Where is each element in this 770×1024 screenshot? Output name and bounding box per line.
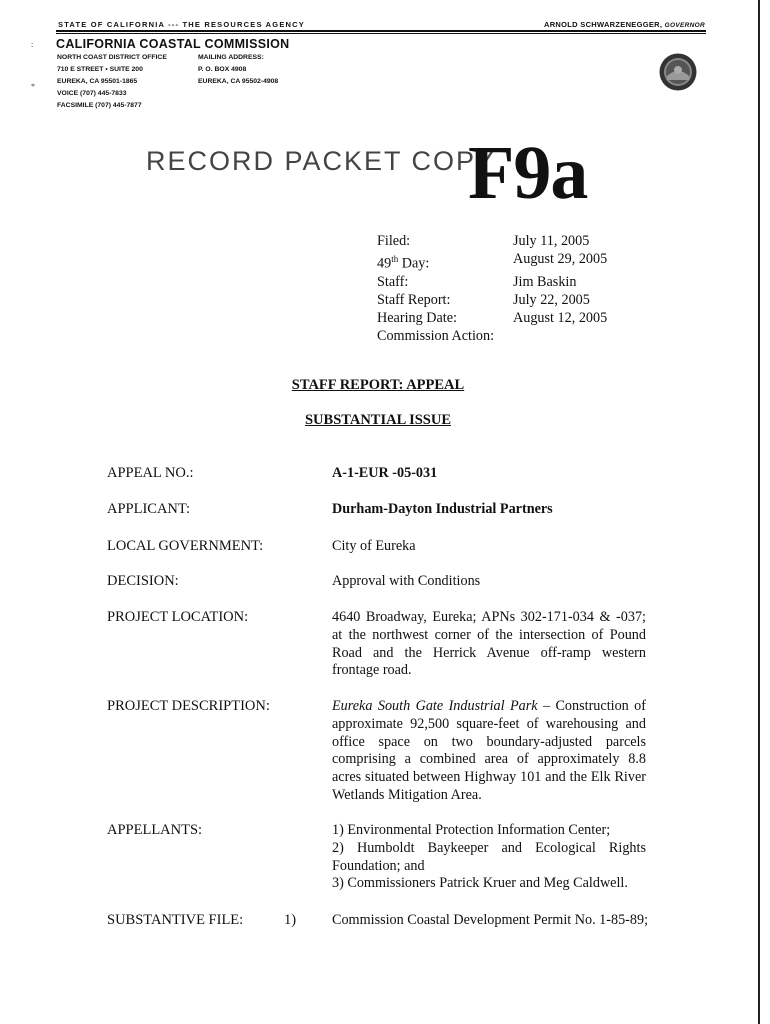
filing-row bbox=[377, 309, 607, 327]
decision-label: DECISION: bbox=[107, 573, 179, 589]
filing-label: Commission Action: bbox=[377, 327, 495, 344]
filing-label-sup: th bbox=[391, 254, 399, 264]
project-description-text: – Construction of approximate 92,500 square-feet of warehousing and office space on two boundary-adjusted parcels comprising a combined area of approximately 8.8 acres situated between Highway 101 and the Elk River Wetlands Mitigation Area. bbox=[332, 698, 646, 803]
mailing-address bbox=[198, 52, 278, 88]
agenda-item-number: F9a bbox=[468, 131, 588, 215]
project-name: Eureka South Gate Industrial Park bbox=[332, 698, 538, 714]
mailing-line: MAILING ADDRESS: bbox=[198, 54, 264, 61]
governor-line bbox=[544, 20, 705, 29]
appellants-label: APPELLANTS: bbox=[107, 822, 203, 838]
appellant-item: 1) Environmental Protection Information Center; bbox=[332, 822, 611, 838]
filing-block bbox=[377, 232, 607, 345]
header-rule bbox=[56, 30, 706, 32]
filing-value: August 12, 2005 bbox=[513, 309, 608, 326]
appellant-item: 3) Commissioners Patrick Kruer and Meg Caldwell. bbox=[332, 875, 628, 892]
office-address bbox=[57, 52, 167, 112]
governor-name: ARNOLD SCHWARZENEGGER, bbox=[544, 20, 663, 29]
filing-label: Staff Report: bbox=[377, 291, 451, 308]
decision-value: Approval with Conditions bbox=[332, 573, 481, 589]
project-location-label: PROJECT LOCATION: bbox=[107, 609, 249, 625]
office-line: EUREKA, CA 95501-1865 bbox=[57, 78, 138, 85]
mailing-line: P. O. BOX 4908 bbox=[198, 66, 247, 73]
local-government-value: City of Eureka bbox=[332, 538, 416, 554]
appeal-no-label: APPEAL NO.: bbox=[107, 465, 194, 481]
filing-row bbox=[377, 250, 607, 273]
filing-label-number: 49 bbox=[377, 255, 392, 272]
office-line: NORTH COAST DISTRICT OFFICE bbox=[57, 54, 167, 61]
header-rule-thin bbox=[56, 33, 706, 34]
project-description-label: PROJECT DESCRIPTION: bbox=[107, 698, 270, 714]
filing-label: Staff: bbox=[377, 273, 409, 290]
substantive-file-number: 1) bbox=[284, 912, 297, 928]
filing-value: Jim Baskin bbox=[513, 273, 577, 290]
margin-mark: * bbox=[31, 82, 35, 91]
filing-label bbox=[377, 250, 513, 273]
page-edge bbox=[758, 0, 760, 1024]
appellants-list bbox=[332, 822, 646, 893]
filing-value: August 29, 2005 bbox=[513, 251, 608, 267]
mailing-line: EUREKA, CA 95502-4908 bbox=[198, 78, 279, 85]
project-description-value bbox=[332, 698, 646, 805]
local-government-label: LOCAL GOVERNMENT: bbox=[107, 538, 264, 554]
margin-mark: : bbox=[31, 40, 34, 49]
filing-row bbox=[377, 291, 607, 309]
office-line: 710 E STREET • SUITE 200 bbox=[57, 66, 143, 73]
filing-value: July 22, 2005 bbox=[513, 291, 590, 308]
appeal-no-value: A-1-EUR -05-031 bbox=[332, 465, 438, 481]
substantive-file-label: SUBSTANTIVE FILE: bbox=[107, 912, 244, 928]
substantive-file-value: Commission Coastal Development Permit No. 1-85-89; bbox=[332, 912, 649, 928]
filing-value: July 11, 2005 bbox=[513, 233, 590, 249]
office-line: FACSIMILE (707) 445-7877 bbox=[57, 102, 142, 109]
filing-row bbox=[377, 273, 607, 291]
applicant-label: APPLICANT: bbox=[107, 501, 191, 517]
filing-label: Filed: bbox=[377, 233, 411, 249]
office-line: VOICE (707) 445-7833 bbox=[57, 90, 127, 97]
filing-label-rest: Day: bbox=[398, 255, 430, 272]
record-packet-stamp: RECORD PACKET COPY bbox=[146, 146, 497, 176]
state-agency-line: STATE OF CALIFORNIA --- THE RESOURCES AGENCY bbox=[58, 20, 305, 29]
governor-title: GOVERNOR bbox=[664, 22, 705, 29]
state-seal-icon bbox=[658, 52, 698, 92]
filing-row bbox=[377, 232, 607, 250]
report-title: STAFF REPORT: APPEAL bbox=[291, 377, 465, 393]
project-location-value: 4640 Broadway, Eureka; APNs 302-171-034 & -037; at the northwest corner of the intersection of Pound Road and the Herrick Avenue off-ramp western frontage road. bbox=[332, 609, 646, 679]
filing-row bbox=[377, 327, 607, 345]
filing-label: Hearing Date: bbox=[377, 309, 457, 326]
appellant-item: 2) Humboldt Baykeeper and Ecological Rights Foundation; and bbox=[332, 839, 646, 874]
report-subtitle: SUBSTANTIAL ISSUE bbox=[304, 412, 451, 428]
applicant-value: Durham-Dayton Industrial Partners bbox=[332, 501, 553, 517]
agency-name: CALIFORNIA COASTAL COMMISSION bbox=[56, 37, 290, 51]
